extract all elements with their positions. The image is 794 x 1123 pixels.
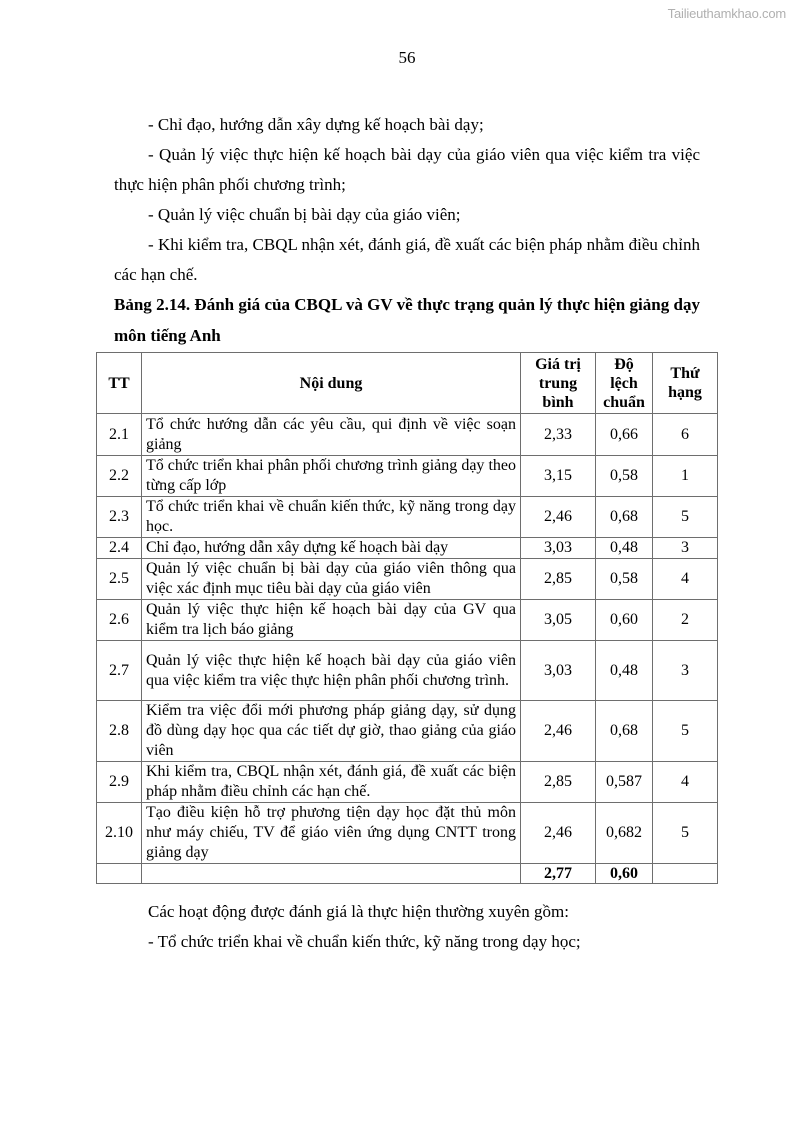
- table-row: [97, 538, 718, 559]
- cell-mean: 2,33: [521, 414, 596, 456]
- table-row: [97, 497, 718, 538]
- header-content: Nội dung: [142, 353, 521, 414]
- cell-mean: 3,03: [521, 641, 596, 701]
- cell-content: Tổ chức triển khai về chuẩn kiến thức, kỹ năng trong dạy học.: [142, 497, 521, 538]
- cell-rank: 5: [653, 803, 718, 864]
- table-row: [97, 803, 718, 864]
- cell-mean: 2,85: [521, 762, 596, 803]
- cell-rank: 4: [653, 762, 718, 803]
- cell-sd: 0,48: [596, 538, 653, 559]
- cell-sd: 0,48: [596, 641, 653, 701]
- cell-sd: 0,68: [596, 701, 653, 762]
- paragraph: Các hoạt động được đánh giá là thực hiện thường xuyên gồm:: [148, 902, 569, 921]
- cell-sd-total: 0,60: [596, 864, 653, 884]
- cell-content: Kiểm tra việc đổi mới phương pháp giảng dạy, sử dụng đồ dùng dạy học qua các tiết dự giờ, thao giảng của giáo viên: [142, 701, 521, 762]
- cell-rank: 4: [653, 559, 718, 600]
- cell-sd: 0,60: [596, 600, 653, 641]
- cell-sd: 0,58: [596, 559, 653, 600]
- cell-rank: 3: [653, 538, 718, 559]
- table-row: [97, 641, 718, 701]
- cell-content: [142, 864, 521, 884]
- table-row: [97, 701, 718, 762]
- table-total-row: [97, 864, 718, 884]
- cell-rank: 2: [653, 600, 718, 641]
- cell-sd: 0,682: [596, 803, 653, 864]
- cell-tt: 2.5: [97, 559, 142, 600]
- paragraph: - Tổ chức triển khai về chuẩn kiến thức, kỹ năng trong dạy học;: [148, 932, 581, 951]
- cell-mean: 2,85: [521, 559, 596, 600]
- cell-mean: 3,03: [521, 538, 596, 559]
- table-row: [97, 414, 718, 456]
- header-rank: Thứ hạng: [653, 353, 718, 414]
- table-row: [97, 456, 718, 497]
- cell-rank: 1: [653, 456, 718, 497]
- cell-sd: 0,587: [596, 762, 653, 803]
- cell-content: Quản lý việc thực hiện kế hoạch bài dạy của GV qua kiểm tra lịch báo giảng: [142, 600, 521, 641]
- cell-sd: 0,68: [596, 497, 653, 538]
- cell-content: Quản lý việc chuẩn bị bài dạy của giáo viên thông qua việc xác định mục tiêu bài dạy của giáo viên: [142, 559, 521, 600]
- paragraph: - Quản lý việc chuẩn bị bài dạy của giáo viên;: [148, 205, 461, 224]
- cell-content: Tạo điều kiện hỗ trợ phương tiện dạy học đặt thủ môn như máy chiếu, TV để giáo viên ứng dụng CNTT trong giảng dạy: [142, 803, 521, 864]
- cell-rank: 3: [653, 641, 718, 701]
- watermark: Tailieuthamkhao.com: [667, 6, 786, 21]
- cell-tt: 2.1: [97, 414, 142, 456]
- cell-content: Chỉ đạo, hướng dẫn xây dựng kế hoạch bài dạy: [142, 538, 521, 559]
- cell-sd: 0,58: [596, 456, 653, 497]
- cell-tt: 2.2: [97, 456, 142, 497]
- paragraph: - Chỉ đạo, hướng dẫn xây dựng kế hoạch bài dạy;: [148, 115, 484, 134]
- table-header-row: [97, 353, 718, 414]
- table-row: [97, 762, 718, 803]
- cell-mean-total: 2,77: [521, 864, 596, 884]
- cell-mean: 3,15: [521, 456, 596, 497]
- page-number: 56: [398, 48, 416, 67]
- evaluation-table: [96, 352, 718, 884]
- cell-tt: 2.4: [97, 538, 142, 559]
- cell-tt: [97, 864, 142, 884]
- table-row: [97, 600, 718, 641]
- cell-tt: 2.10: [97, 803, 142, 864]
- cell-rank: 5: [653, 497, 718, 538]
- header-mean: Giá trị trung bình: [521, 353, 596, 414]
- cell-mean: 2,46: [521, 803, 596, 864]
- cell-content: Khi kiểm tra, CBQL nhận xét, đánh giá, đề xuất các biện pháp nhằm điều chỉnh các hạn chế.: [142, 762, 521, 803]
- cell-rank: [653, 864, 718, 884]
- cell-mean: 2,46: [521, 701, 596, 762]
- cell-content: Quản lý việc thực hiện kế hoạch bài dạy của giáo viên qua việc kiểm tra việc thực hiện phân phối chương trình.: [142, 641, 521, 701]
- cell-rank: 6: [653, 414, 718, 456]
- cell-content: Tổ chức triển khai phân phối chương trình giảng dạy theo từng cấp lớp: [142, 456, 521, 497]
- cell-tt: 2.9: [97, 762, 142, 803]
- table-row: [97, 559, 718, 600]
- cell-tt: 2.3: [97, 497, 142, 538]
- header-sd: Độ lệch chuẩn: [596, 353, 653, 414]
- table-caption: Bảng 2.14. Đánh giá của CBQL và GV về thực trạng quản lý thực hiện giảng dạy môn tiếng Anh: [114, 295, 700, 345]
- cell-content: Tổ chức hướng dẫn các yêu cầu, qui định về việc soạn giảng: [142, 414, 521, 456]
- cell-mean: 3,05: [521, 600, 596, 641]
- header-tt: TT: [97, 353, 142, 414]
- cell-mean: 2,46: [521, 497, 596, 538]
- paragraph: - Quản lý việc thực hiện kế hoạch bài dạy của giáo viên qua việc kiểm tra việc thực hiện phân phối chương trình;: [114, 145, 700, 194]
- paragraph: - Khi kiểm tra, CBQL nhận xét, đánh giá, đề xuất các biện pháp nhằm điều chỉnh các hạn chế.: [114, 235, 700, 284]
- cell-tt: 2.6: [97, 600, 142, 641]
- cell-rank: 5: [653, 701, 718, 762]
- cell-tt: 2.7: [97, 641, 142, 701]
- cell-tt: 2.8: [97, 701, 142, 762]
- cell-sd: 0,66: [596, 414, 653, 456]
